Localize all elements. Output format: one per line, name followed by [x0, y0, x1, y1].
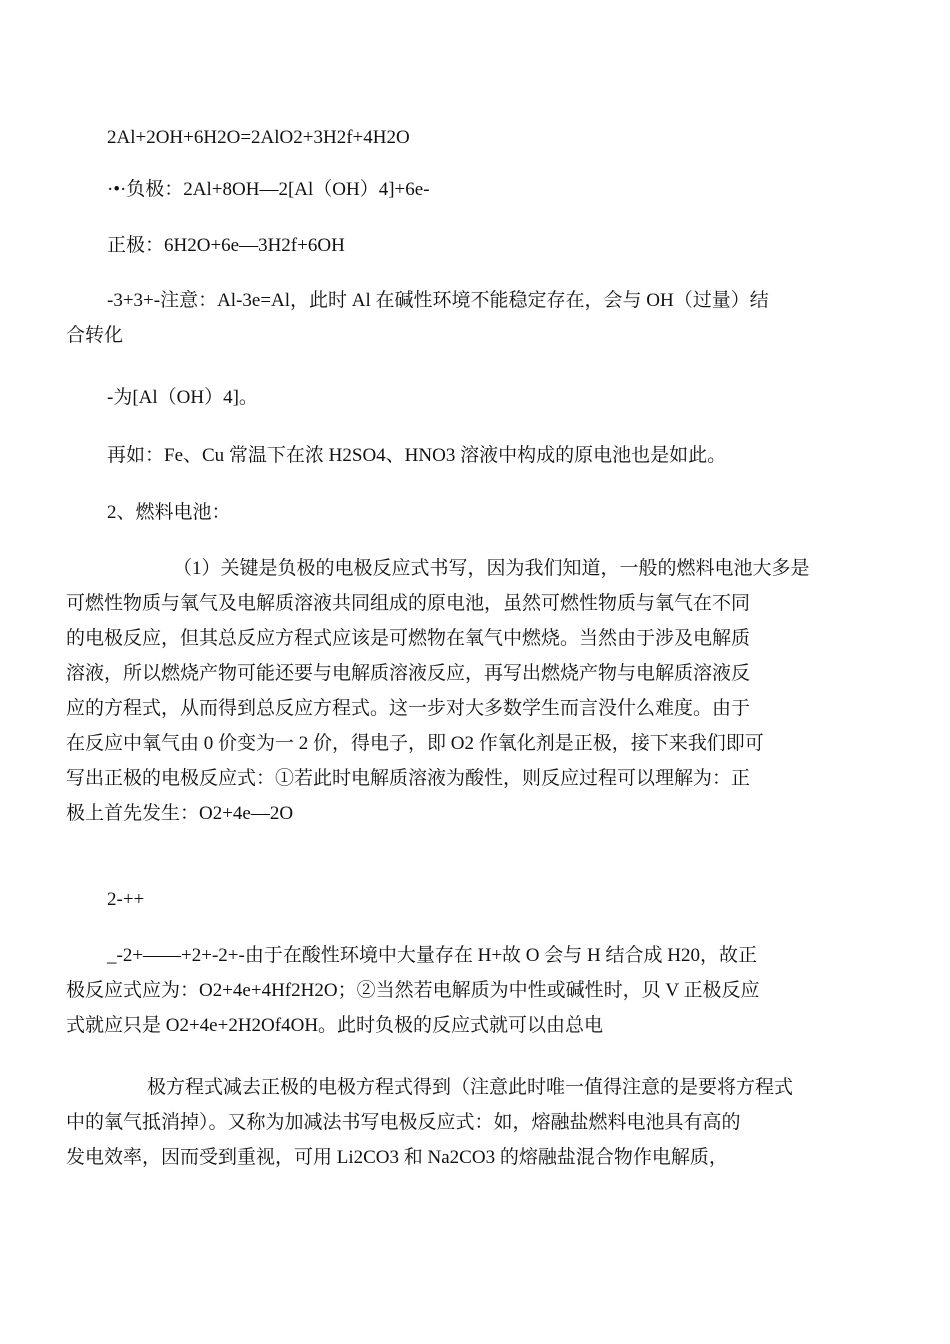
- note-paragraph: [66, 283, 843, 353]
- text-line: 在反应中氧气由 0 价变为一 2 价，得电子，即 O2 作氧化剂是正极，接下来我们即可: [66, 733, 764, 754]
- text-line: 再如：Fe、Cu 常温下在浓 H2SO4、HNO3 溶液中构成的原电池也是如此。: [107, 445, 727, 466]
- acidic-explanation-paragraph: [66, 938, 843, 1043]
- text-line: 可燃性物质与氧气及电解质溶液共同组成的原电池，虽然可燃性物质与氧气在不同: [66, 593, 751, 614]
- addition-method-paragraph: [66, 1070, 843, 1175]
- text-line: -为[Al（OH）4]。: [107, 387, 258, 408]
- text-line: 发电效率，因而受到重视，可用 Li2CO3 和 Na2CO3 的熔融盐混合物作电解质，: [66, 1147, 728, 1168]
- text-line: 应的方程式，从而得到总反应方程式。这一步对大多数学生而言没什么难度。由于: [66, 698, 751, 719]
- section-heading-fuel-cell: [107, 495, 843, 530]
- text-line: 中的氧气抵消掉）。又称为加减法书写电极反应式：如，熔融盐燃料电池具有高的: [66, 1112, 741, 1133]
- text-line: _-2+——+2+-2+-由于在酸性环境中大量存在 H+故 O 会与 H 结合成 H20，故正: [107, 945, 757, 966]
- equation-total-reaction: [107, 120, 843, 155]
- text-line: 式就应只是 O2+4e+2H2Of4OH。此时负极的反应式就可以由总电: [66, 1015, 604, 1036]
- note-continuation: [107, 380, 843, 415]
- text-line: 极反应式应为：O2+4e+4Hf2H2O；②当然若电解质为中性或碱性时，贝 V 正极反应: [66, 980, 760, 1001]
- text-line: 正极：6H2O+6e—3H2f+6OH: [107, 235, 345, 256]
- example-paragraph: [107, 438, 843, 473]
- text-line: 极上首先发生：O2+4e—2O: [66, 803, 294, 824]
- text-line: 2、燃料电池：: [107, 502, 231, 523]
- charge-marks-line: [107, 882, 843, 917]
- text-line: 2Al+2OH+6H2O=2AlO2+3H2f+4H2O: [107, 127, 410, 148]
- text-line: 写出正极的电极反应式：①若此时电解质溶液为酸性，则反应过程可以理解为：正: [66, 768, 751, 789]
- text-line: 溶液，所以燃烧产物可能还要与电解质溶液反应，再写出燃烧产物与电解质溶液反: [66, 663, 751, 684]
- text-line: （1）关键是负极的电极反应式书写，因为我们知道，一般的燃料电池大多是: [173, 558, 810, 579]
- text-line: 极方程式减去正极的电极方程式得到（注意此时唯一值得注意的是要将方程式: [147, 1077, 794, 1098]
- text-line: 合转化: [66, 325, 124, 346]
- equation-negative-electrode: [107, 172, 843, 207]
- fuel-cell-paragraph: [66, 551, 843, 831]
- text-line: ·•·负极：2Al+8OH—2[Al（OH）4]+6e-: [107, 179, 430, 200]
- equation-positive-electrode: [107, 228, 843, 263]
- text-line: -3+3+-注意：Al-3e=Al，此时 Al 在碱性环境不能稳定存在，会与 OH（过量）结: [107, 290, 769, 311]
- text-line: 的电极反应，但其总反应方程式应该是可燃物在氧气中燃烧。当然由于涉及电解质: [66, 628, 751, 649]
- text-line: 2-++: [107, 889, 145, 910]
